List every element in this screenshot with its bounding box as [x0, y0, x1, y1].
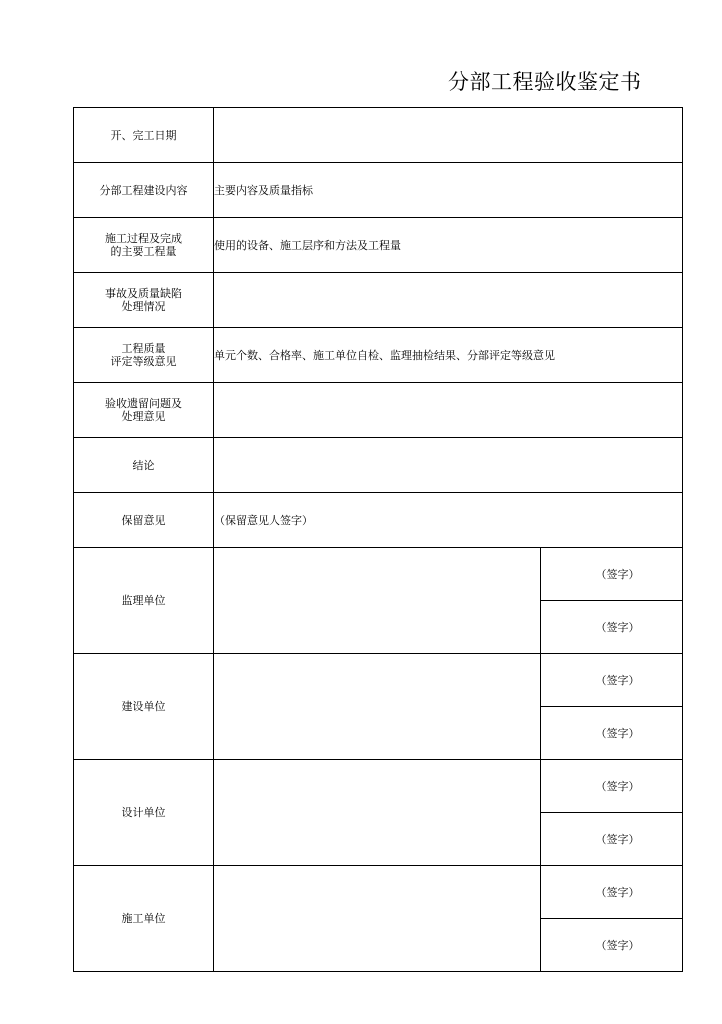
signature-unit-contractor-bottom[interactable]: （签字）: [541, 919, 683, 972]
field-unit-construction-opinion[interactable]: [214, 654, 541, 760]
field-start-end-date[interactable]: [214, 108, 683, 163]
label-construction-content: 分部工程建设内容: [74, 163, 214, 218]
signature-unit-design-bottom[interactable]: （签字）: [541, 813, 683, 866]
row-quality-rating: [74, 328, 683, 383]
acceptance-form-table: [73, 107, 683, 972]
label-quality-rating: 工程质量 评定等级意见: [74, 328, 214, 383]
row-accident-defects: [74, 273, 683, 328]
row-construction-process: [74, 218, 683, 273]
signature-unit-contractor-top[interactable]: （签字）: [541, 866, 683, 919]
field-remaining-issues[interactable]: [214, 383, 683, 438]
field-unit-design-opinion[interactable]: [214, 760, 541, 866]
unit-design-row-top: [74, 760, 683, 813]
row-reserved-opinion: [74, 493, 683, 548]
signature-unit-supervision-bottom[interactable]: （签字）: [541, 601, 683, 654]
field-quality-rating[interactable]: 单元个数、合格率、施工单位自检、监理抽检结果、分部评定等级意见: [214, 328, 683, 383]
signature-unit-construction-bottom[interactable]: （签字）: [541, 707, 683, 760]
label-unit-supervision: 监理单位: [74, 548, 214, 654]
row-remaining-issues: [74, 383, 683, 438]
signature-unit-design-top[interactable]: （签字）: [541, 760, 683, 813]
field-accident-defects[interactable]: [214, 273, 683, 328]
unit-contractor-row-top: [74, 866, 683, 919]
row-construction-content: [74, 163, 683, 218]
row-start-end-date: [74, 108, 683, 163]
field-conclusion[interactable]: [214, 438, 683, 493]
signature-unit-supervision-top[interactable]: （签字）: [541, 548, 683, 601]
label-conclusion: 结论: [74, 438, 214, 493]
unit-supervision-row-top: [74, 548, 683, 601]
label-accident-defects: 事故及质量缺陷 处理情况: [74, 273, 214, 328]
label-unit-contractor: 施工单位: [74, 866, 214, 972]
unit-construction-row-top: [74, 654, 683, 707]
signature-unit-construction-top[interactable]: （签字）: [541, 654, 683, 707]
document-title: 分部工程验收鉴定书: [448, 70, 642, 94]
label-start-end-date: 开、完工日期: [74, 108, 214, 163]
label-reserved-opinion: 保留意见: [74, 493, 214, 548]
field-unit-supervision-opinion[interactable]: [214, 548, 541, 654]
label-construction-process: 施工过程及完成 的主要工程量: [74, 218, 214, 273]
label-unit-construction: 建设单位: [74, 654, 214, 760]
row-conclusion: [74, 438, 683, 493]
field-unit-contractor-opinion[interactable]: [214, 866, 541, 972]
field-reserved-opinion[interactable]: （保留意见人签字）: [214, 493, 683, 548]
label-remaining-issues: 验收遗留问题及 处理意见: [74, 383, 214, 438]
field-construction-content[interactable]: 主要内容及质量指标: [214, 163, 683, 218]
field-construction-process[interactable]: 使用的设备、施工层序和方法及工程量: [214, 218, 683, 273]
label-unit-design: 设计单位: [74, 760, 214, 866]
